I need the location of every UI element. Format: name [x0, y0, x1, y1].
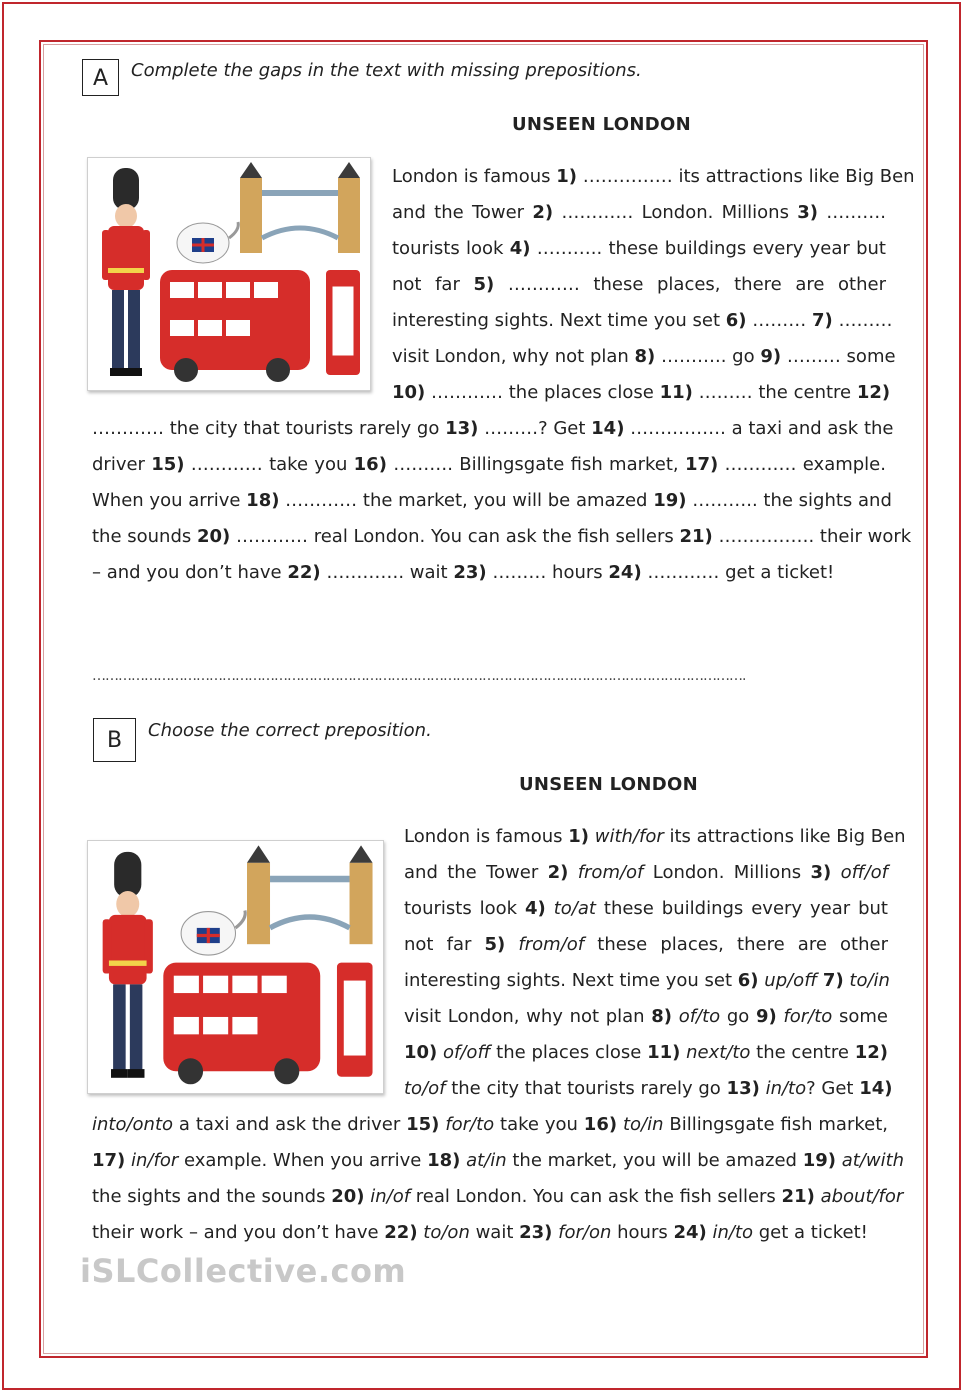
- text-segment: ………: [832, 310, 893, 331]
- text-segment: …………. wait: [320, 562, 454, 583]
- gap-number: 18): [427, 1150, 461, 1171]
- gap-number: 21): [679, 526, 713, 547]
- section-b-letter: B: [93, 718, 136, 762]
- text-segment: [672, 1006, 679, 1027]
- gap-number: 24): [673, 1222, 707, 1243]
- text-segment: these buildings every year but: [595, 898, 888, 919]
- preposition-options: to/of: [404, 1078, 446, 1099]
- preposition-options: from/of: [518, 934, 585, 955]
- text-segment: London is famous: [404, 826, 569, 847]
- gap-number: 23): [519, 1222, 553, 1243]
- text-segment: ……………. their work: [712, 526, 912, 547]
- gap-number: 1): [568, 826, 589, 847]
- text-line: [392, 303, 893, 339]
- gap-number: 5): [484, 934, 506, 955]
- text-segment: ……….. go: [655, 346, 761, 367]
- text-segment: ………… the city that tourists rarely go: [92, 418, 446, 439]
- text-segment: the sounds: [92, 526, 197, 547]
- text-line: [404, 819, 906, 855]
- preposition-options: in/to: [712, 1222, 754, 1243]
- preposition-options: next/to: [686, 1042, 751, 1063]
- section-a-title: UNSEEN LONDON: [512, 114, 691, 135]
- gap-number: 2): [532, 202, 554, 223]
- text-segment: hours: [611, 1222, 674, 1243]
- watermark-logo: iSLCollective.com: [80, 1252, 407, 1290]
- gap-number: 24): [608, 562, 642, 583]
- gap-number: 22): [287, 562, 321, 583]
- preposition-options: to/in: [622, 1114, 664, 1135]
- tower-bridge: [240, 162, 360, 253]
- text-line: [92, 1143, 905, 1179]
- text-line: [92, 483, 892, 519]
- gap-number: 12): [854, 1042, 888, 1063]
- text-segment: ………… these places, there are other: [494, 274, 886, 295]
- preposition-options: for/to: [783, 1006, 833, 1027]
- royal-guard-figure: [103, 852, 153, 1078]
- london-illustration-a: [87, 157, 371, 391]
- text-segment: their work – and you don’t have: [92, 1222, 385, 1243]
- text-segment: ………… London. Millions: [553, 202, 798, 223]
- gap-number: 10): [392, 382, 426, 403]
- text-line: [92, 1107, 888, 1143]
- text-segment: tourists look: [404, 898, 526, 919]
- text-line: [92, 1215, 888, 1251]
- text-line: [392, 159, 915, 195]
- text-segment: these places, there are other: [584, 934, 888, 955]
- preposition-options: of/off: [443, 1042, 491, 1063]
- text-segment: its attractions like Big Ben: [663, 826, 906, 847]
- gap-number: 7): [812, 310, 833, 331]
- text-segment: visit London, why not plan: [404, 1006, 652, 1027]
- text-segment: London. Millions: [643, 862, 811, 883]
- gap-number: 14): [591, 418, 625, 439]
- preposition-options: into/onto: [92, 1114, 174, 1135]
- gap-number: 15): [151, 454, 185, 475]
- text-segment: ……………. a taxi and ask the: [624, 418, 894, 439]
- gap-number: 5): [473, 274, 495, 295]
- gap-number: 1): [556, 166, 577, 187]
- text-segment: the sights and the sounds: [92, 1186, 332, 1207]
- preposition-options: at/with: [841, 1150, 905, 1171]
- preposition-options: in/for: [131, 1150, 179, 1171]
- section-b-title: UNSEEN LONDON: [519, 774, 698, 795]
- tower-bridge: [247, 845, 373, 944]
- gap-number: 19): [802, 1150, 836, 1171]
- preposition-options: in/of: [370, 1186, 411, 1207]
- text-segment: get a ticket!: [753, 1222, 868, 1243]
- gap-number: 18): [246, 490, 280, 511]
- text-segment: tourists look: [392, 238, 510, 259]
- gap-number: 20): [331, 1186, 365, 1207]
- text-line: [92, 519, 912, 555]
- text-segment: a taxi and ask the driver: [173, 1114, 407, 1135]
- text-segment: and the Tower: [392, 202, 533, 223]
- text-line: [404, 855, 888, 891]
- text-segment: the centre: [750, 1042, 855, 1063]
- london-illustration-b: [87, 840, 384, 1094]
- gap-number: 17): [92, 1150, 126, 1171]
- preposition-options: to/on: [423, 1222, 470, 1243]
- text-line: [404, 927, 888, 963]
- london-symbols-image: [88, 158, 370, 390]
- preposition-options: off/of: [840, 862, 888, 883]
- gap-number: 3): [810, 862, 832, 883]
- gap-number: 13): [726, 1078, 760, 1099]
- preposition-options: for/to: [445, 1114, 495, 1135]
- text-line: [404, 999, 888, 1035]
- text-segment: driver: [92, 454, 152, 475]
- text-segment: [831, 862, 840, 883]
- gap-number: 8): [651, 1006, 673, 1027]
- text-segment: not far: [404, 934, 485, 955]
- gap-number: 2): [547, 862, 569, 883]
- text-line: [92, 411, 894, 447]
- text-segment: …………… its attractions like Big Ben: [577, 166, 915, 187]
- text-segment: real London. You can ask the fish sellers: [410, 1186, 782, 1207]
- text-segment: Billingsgate fish market,: [663, 1114, 888, 1135]
- text-line: [404, 1035, 888, 1071]
- preposition-options: of/to: [678, 1006, 721, 1027]
- text-segment: ……….. the sights and: [686, 490, 892, 511]
- text-segment: ………… the places close: [425, 382, 660, 403]
- royal-guard-figure: [102, 168, 150, 376]
- preposition-options: with/for: [594, 826, 664, 847]
- text-segment: ………… real London. You can ask the fish sellers: [230, 526, 680, 547]
- gap-number: 6): [725, 310, 747, 331]
- gap-number: 9): [760, 346, 782, 367]
- text-segment: visit London, why not plan: [392, 346, 635, 367]
- text-segment: ……… hours: [486, 562, 609, 583]
- text-segment: [505, 934, 518, 955]
- text-line: [392, 339, 896, 375]
- text-segment: ………… example.: [718, 454, 886, 475]
- gap-number: 12): [856, 382, 891, 403]
- phone-box: [337, 963, 373, 1077]
- text-segment: ……….. these buildings every year but: [530, 238, 886, 259]
- text-segment: When you arrive: [92, 490, 247, 511]
- gap-number: 19): [653, 490, 687, 511]
- teapot: [177, 222, 238, 263]
- text-segment: – and you don’t have: [92, 562, 288, 583]
- gap-number: 21): [781, 1186, 815, 1207]
- gap-number: 9): [755, 1006, 777, 1027]
- text-segment: take you: [494, 1114, 584, 1135]
- text-line: [392, 195, 886, 231]
- text-segment: the market, you will be amazed: [506, 1150, 803, 1171]
- text-line: [92, 555, 886, 591]
- text-segment: go: [720, 1006, 756, 1027]
- text-segment: ………. Billingsgate fish market,: [386, 454, 685, 475]
- preposition-options: to/at: [553, 898, 596, 919]
- london-symbols-image-b: [88, 841, 383, 1093]
- phone-box: [326, 270, 360, 375]
- text-segment: ………? Get: [478, 418, 592, 439]
- section-divider: …………………………………………………………………………………………………………………………………….: [92, 668, 746, 684]
- text-segment: ……… the centre: [692, 382, 857, 403]
- text-segment: not far: [392, 274, 474, 295]
- text-line: [404, 891, 888, 927]
- double-decker-bus: [160, 270, 310, 382]
- text-segment: ? Get: [806, 1078, 860, 1099]
- text-segment: the places close: [490, 1042, 648, 1063]
- gap-number: 22): [384, 1222, 418, 1243]
- text-segment: ………… get a ticket!: [641, 562, 835, 583]
- text-segment: interesting sights. Next time you set: [392, 310, 726, 331]
- gap-number: 16): [583, 1114, 618, 1135]
- preposition-options: from/of: [577, 862, 644, 883]
- preposition-options: at/in: [466, 1150, 507, 1171]
- section-a-letter: A: [82, 59, 119, 96]
- text-segment: ……… some: [781, 346, 896, 367]
- double-decker-bus: [163, 963, 320, 1085]
- text-line: [404, 1071, 893, 1107]
- preposition-options: in/to: [765, 1078, 807, 1099]
- preposition-options: up/off: [764, 970, 818, 991]
- text-line: [92, 1179, 904, 1215]
- text-segment: example. When you arrive: [178, 1150, 428, 1171]
- text-segment: the city that tourists rarely go: [445, 1078, 727, 1099]
- gap-number: 20): [197, 526, 231, 547]
- gap-number: 23): [453, 562, 487, 583]
- text-segment: wait: [469, 1222, 520, 1243]
- gap-number: 14): [859, 1078, 893, 1099]
- text-segment: ……….: [818, 202, 886, 223]
- gap-number: 11): [659, 382, 693, 403]
- preposition-options: about/for: [820, 1186, 904, 1207]
- text-line: [392, 231, 886, 267]
- gap-number: 15): [406, 1114, 440, 1135]
- text-segment: ………: [746, 310, 812, 331]
- gap-number: 16): [353, 454, 387, 475]
- text-segment: ………… take you: [184, 454, 354, 475]
- preposition-options: for/on: [558, 1222, 612, 1243]
- text-segment: London is famous: [392, 166, 557, 187]
- gap-number: 3): [797, 202, 818, 223]
- text-segment: ………… the market, you will be amazed: [279, 490, 654, 511]
- text-segment: some: [832, 1006, 888, 1027]
- section-b-instruction: Choose the correct preposition.: [148, 720, 432, 741]
- text-line: [392, 375, 891, 411]
- teapot: [181, 911, 245, 956]
- gap-number: 4): [509, 238, 531, 259]
- text-segment: and the Tower: [404, 862, 548, 883]
- gap-number: 17): [684, 454, 719, 475]
- text-segment: interesting sights. Next time you set: [404, 970, 738, 991]
- preposition-options: to/in: [849, 970, 890, 991]
- gap-number: 7): [822, 970, 844, 991]
- text-line: [392, 267, 886, 303]
- gap-number: 10): [404, 1042, 438, 1063]
- gap-number: 13): [445, 418, 479, 439]
- gap-number: 11): [647, 1042, 681, 1063]
- gap-number: 4): [525, 898, 546, 919]
- section-a-instruction: Complete the gaps in the text with missing prepositions.: [131, 60, 642, 81]
- text-line: [404, 963, 888, 999]
- text-segment: [546, 898, 554, 919]
- text-segment: [568, 862, 577, 883]
- gap-number: 6): [737, 970, 759, 991]
- gap-number: 8): [634, 346, 656, 367]
- text-line: [92, 447, 886, 483]
